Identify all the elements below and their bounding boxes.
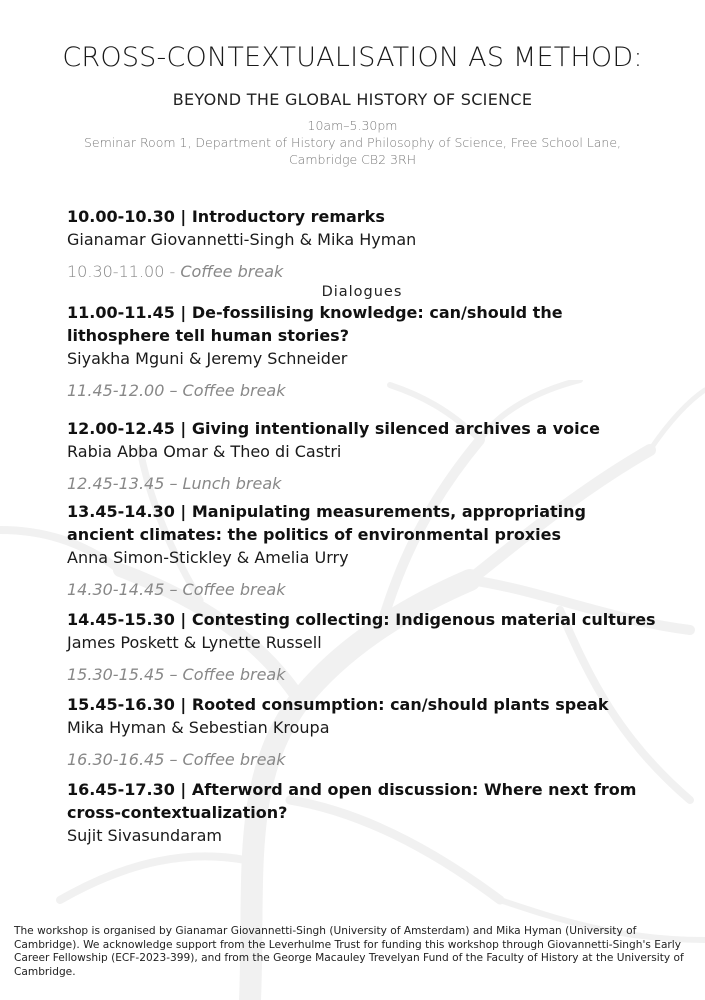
session-title: 15.45-16.30 | Rooted consumption: can/should plants speak	[67, 695, 609, 714]
schedule	[67, 205, 657, 847]
session-de-fossilising	[67, 301, 657, 370]
session-title: 16.45-17.30 | Afterword and open discussion: Where next from cross-contextualization?	[67, 780, 637, 822]
break-item	[67, 380, 657, 402]
session-title: 13.45-14.30 | Manipulating measurements, appropriating ancient climates: the politics of environmental proxies	[67, 502, 587, 544]
session-speakers: James Poskett & Lynette Russell	[67, 633, 322, 652]
session-title: 12.00-12.45 | Giving intentionally silenced archives a voice	[67, 419, 600, 438]
break-item	[67, 261, 657, 283]
session-speakers: Rabia Abba Omar & Theo di Castri	[67, 442, 342, 461]
page-subtitle: BEYOND THE GLOBAL HISTORY OF SCIENCE	[172, 90, 533, 109]
session-speakers: Anna Simon-Stickley & Amelia Urry	[67, 548, 349, 567]
session-measurements	[67, 500, 657, 569]
session-title: 11.00-11.45 | De-fossilising knowledge: can/should the lithosphere tell human stories?	[67, 303, 563, 345]
break-item	[67, 473, 657, 495]
break-time: 10.30-11.00 -	[67, 262, 181, 281]
page-title: CROSS-CONTEXTUALISATION AS METHOD:	[62, 42, 643, 73]
event-time: 10am–5.30pm	[307, 118, 398, 133]
session-afterword	[67, 778, 657, 847]
footer-acknowledgement: The workshop is organised by Gianamar Giovannetti-Singh (University of Amsterdam) and Mika Hyman (University of Cambridge). We acknowledge support from the Leverhulme Trust for funding this workshop through Giovannetti-Singh's Early Career Fellowship (ECF-2023-399), and from the George Macauley Trevelyan Fund of the Faculty of History at the University of Cambridge.	[14, 925, 684, 978]
break-label: Coffee break	[180, 262, 284, 281]
break-text: 11.45-12.00 – Coffee break	[67, 381, 286, 400]
break-item	[67, 749, 657, 771]
break-item	[67, 579, 657, 601]
session-speakers: Siyakha Mguni & Jeremy Schneider	[67, 349, 348, 368]
break-text: 15.30-15.45 – Coffee break	[67, 665, 286, 684]
event-venue: Seminar Room 1, Department of History and Philosophy of Science, Free School Lane, Cambridge CB2 3RH	[83, 135, 622, 167]
break-text: 12.45-13.45 – Lunch break	[67, 474, 282, 493]
session-speakers: Mika Hyman & Sebestian Kroupa	[67, 718, 330, 737]
session-collecting	[67, 608, 657, 654]
session-rooted-consumption	[67, 693, 657, 739]
session-speakers: Gianamar Giovannetti-Singh & Mika Hyman	[67, 230, 417, 249]
break-item	[67, 664, 657, 686]
session-title: 14.45-15.30 | Contesting collecting: Indigenous material cultures	[67, 610, 656, 629]
break-text: 14.30-14.45 – Coffee break	[67, 580, 286, 599]
session-archives	[67, 417, 657, 463]
section-label-dialogues: Dialogues	[321, 284, 403, 300]
session-introductory	[67, 205, 657, 251]
break-text: 16.30-16.45 – Coffee break	[67, 750, 286, 769]
session-title: 10.00-10.30 | Introductory remarks	[67, 207, 385, 226]
session-speakers: Sujit Sivasundaram	[67, 826, 222, 845]
